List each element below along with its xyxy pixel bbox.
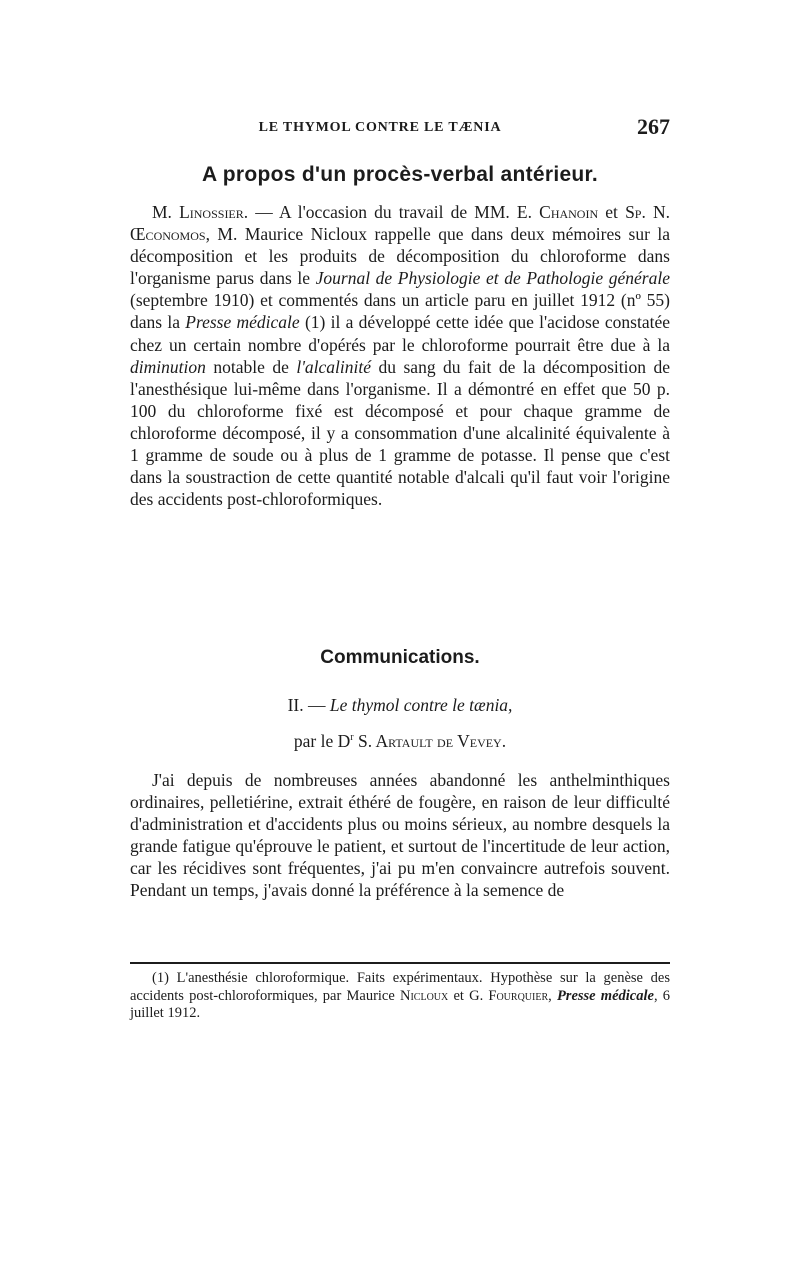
speaker-name: M. Linossier. [152, 202, 249, 222]
footnote-divider [130, 962, 670, 964]
person-name: Chanoin [539, 202, 599, 222]
journal-title: Journal de Physiologie et de Pathologie générale [315, 268, 670, 289]
paragraph-communication: J'ai depuis de nombreuses années abandonné les anthelminthiques ordinaires, pelletiérine, extrait éthéré de fougère, en raison de leur difficulté d'administration et d'accidents plus ou moins sérieux, au nombre desquels la grande fatigue qu'éprouve le patient, et surtout de l'incertitude de leur action, car les récidives sont fréquentes, j'ai pu m'en convaincre autrefois souvent. Pendant un temps, j'avais donné la préférence à la semence de [130, 770, 670, 901]
communications-heading: Communications. [320, 647, 480, 668]
page-number: 267 [637, 114, 670, 139]
author-byline: par le $D^r$ S. Artault de Vevey. [293, 731, 507, 751]
section-title: A propos d'un procès-verbal antérieur. [201, 163, 599, 186]
author-name: S. Artault de Vevey. [353, 731, 507, 751]
footnote: (1) L'anesthésie chloroformique. Faits expérimentaux. Hypothèse sur la genèse des accidents post-chloroformiques, par Maurice Nicloux et G. Fourquier, Presse médicale, 6 juillet 1912. [130, 970, 671, 1021]
communication-title: II. — Le thymol contre le tænia, [287, 695, 513, 715]
emphasis: diminution [130, 356, 206, 377]
paragraph-minutes: M. Linossier. — A l'occasion du travail de MM. E. Chanoin et Sp. N. Œconomos, M. Maurice Nicloux rappelle que dans deux mémoires sur la décomposition et les produits de décomposition du chloroforme dans l'organisme parus dans le Journal de Physiologie et de Pathologie générale (septembre 1910) et commentés dans un article paru en juillet 1912 (nº 55) dans la Presse médicale (1) il a développé cette idée que l'acidose constatée chez un certain nombre d'opérés par le chloroforme pourrait être due à la diminution notable de l'alcalinité du sang du fait de la décomposition de l'anesthésique lui-même dans l'organisme. Il a démontré en effet que 50 p. 100 du chloroforme fixé est décomposé et pour chaque gramme de chloroforme décomposé, il y a consommation d'une alcalinité équivalente à 1 gramme de soude ou à plus de 1 gramme de potasse. Il pense que c'est dans la soustraction de cette quantité notable d'alcali qu'il faut voir l'origine des accidents post-chloroformiques. [130, 202, 670, 510]
person-name: Nicloux [400, 987, 449, 1004]
person-name: Fourquier [488, 987, 549, 1004]
journal-title: Presse médicale [556, 987, 654, 1004]
emphasis: l'alcalinité [296, 356, 372, 377]
running-head-title: LE THYMOL CONTRE LE TÆNIA [258, 120, 502, 135]
person-name: Sp. N. Œconomos [130, 202, 670, 245]
running-head [130, 114, 670, 144]
journal-title: Presse médicale [185, 312, 300, 333]
